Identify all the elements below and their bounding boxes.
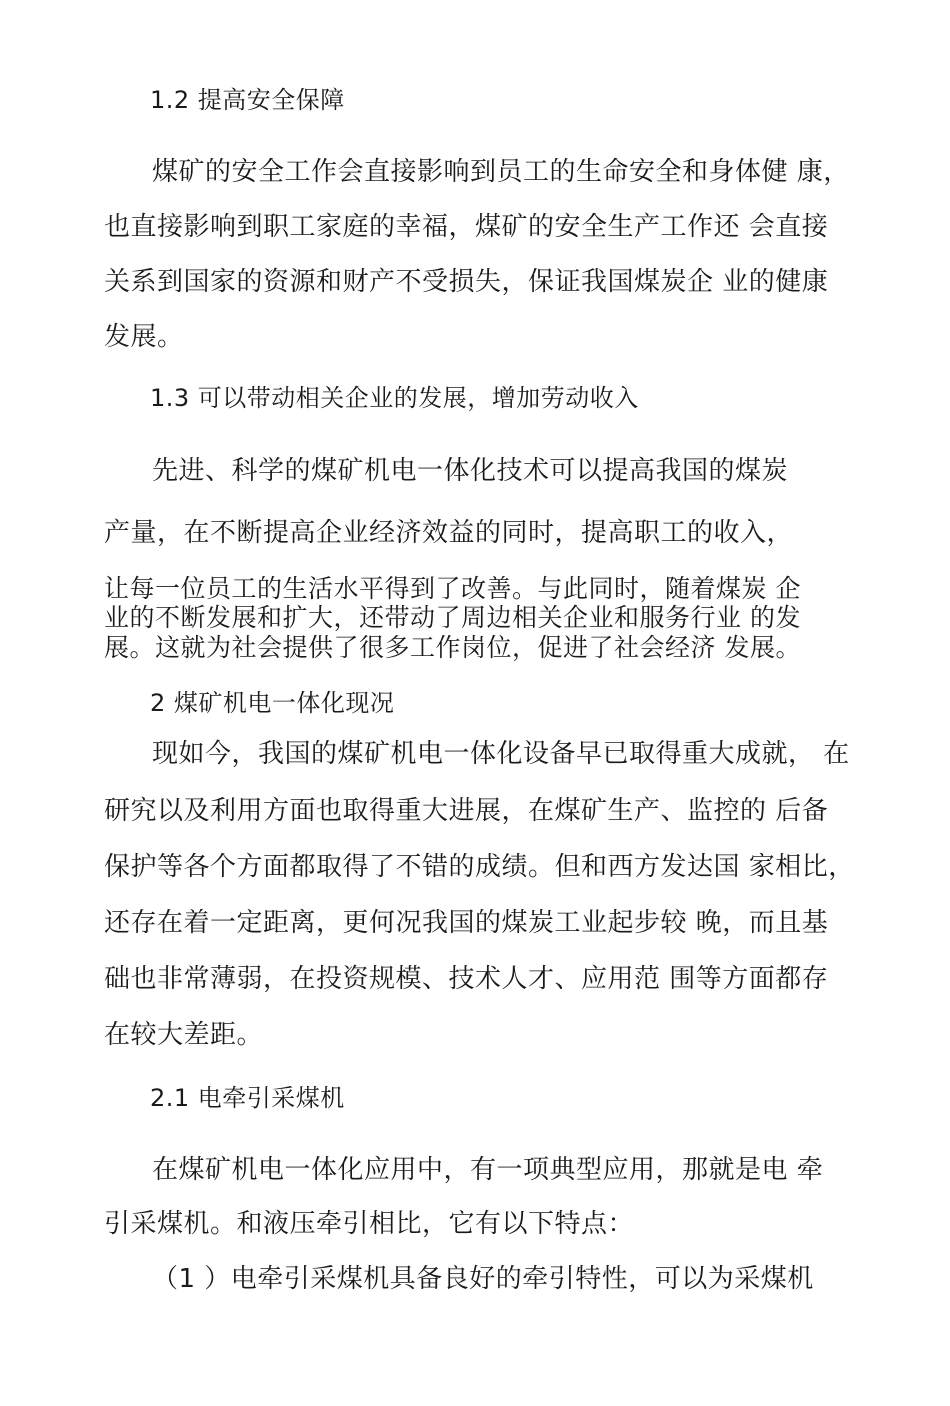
paragraph-line: 也直接影响到职工家庭的幸福，煤矿的安全生产工作还 会直接 [104,212,829,242]
paragraph-line: 现如今，我国的煤矿机电一体化设备早已取得重大成就， 在 [152,739,850,769]
paragraph-line: 发展。 [104,322,184,352]
paragraph-line: 引采煤机。和液压牵引相比，它有以下特点： [104,1209,635,1239]
paragraph-line: 础也非常薄弱，在投资规模、技术人才、应用范 围等方面都存 [104,964,829,994]
section-heading: 1.2 提高安全保障 [150,86,345,114]
paragraph-line: 关系到国家的资源和财产不受损失，保证我国煤炭企 业的健康 [104,267,829,297]
paragraph-line: 先进、科学的煤矿机电一体化技术可以提高我国的煤炭 [152,456,789,486]
paragraph-line: （1 ）电牵引采煤机具备良好的牵引特性，可以为采煤机 [152,1264,814,1294]
paragraph-line: 产量，在不断提高企业经济效益的同时，提高职工的收入， [104,518,794,548]
paragraph-line: 展。这就为社会提供了很多工作岗位，促进了社会经济 发展。 [104,633,801,662]
paragraph-line: 保护等各个方面都取得了不错的成绩。但和西方发达国 家相比， [104,852,855,882]
section-heading: 1.3 可以带动相关企业的发展，增加劳动收入 [150,384,639,412]
paragraph-line: 业的不断发展和扩大，还带动了周边相关企业和服务行业 的发 [104,603,801,632]
paragraph-line: 煤矿的安全工作会直接影响到员工的生命安全和身体健 康， [152,157,850,187]
paragraph-line: 让每一位员工的生活水平得到了改善。与此同时，随着煤炭 企 [104,574,801,603]
paragraph-line: 研究以及利用方面也取得重大进展，在煤矿生产、监控的 后备 [104,796,829,826]
paragraph-line: 还存在着一定距离，更何况我国的煤炭工业起步较 晚，而且基 [104,908,829,938]
paragraph-line: 在较大差距。 [104,1020,264,1050]
section-heading: 2.1 电牵引采煤机 [150,1084,345,1112]
section-heading: 2 煤矿机电一体化现况 [150,689,395,717]
paragraph-line: 在煤矿机电一体化应用中，有一项典型应用，那就是电 牵 [152,1155,824,1185]
